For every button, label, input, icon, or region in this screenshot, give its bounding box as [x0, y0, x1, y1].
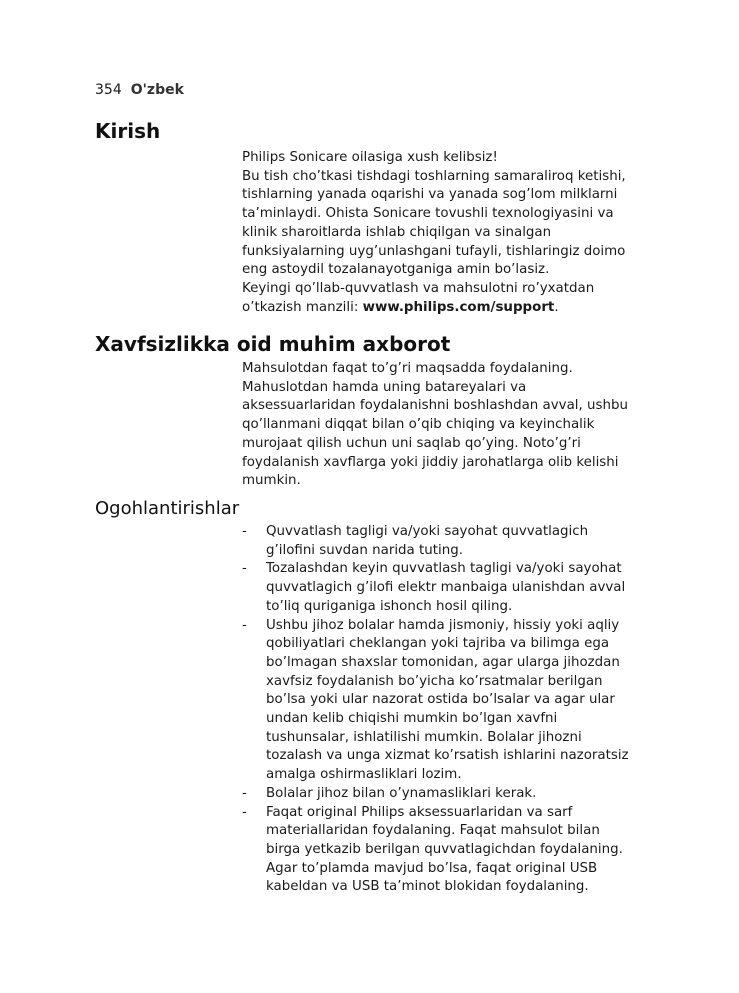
warning-line: bo’lsa yoki ular nazorat ostida bo’lsalar va agar ular: [266, 692, 615, 708]
warning-line: Agar to’plamda mavjud bo’lsa, faqat original USB: [266, 860, 598, 876]
section-title-warnings: Ogohlantirishlar: [95, 498, 240, 519]
warning-line: materiallaridan foydalaning. Faqat mahsulot bilan: [266, 823, 600, 839]
warnings-list: [242, 523, 647, 897]
intro-line: ta’minlaydi. Ohista Sonicare tovushli texnologiyasini va: [242, 206, 614, 222]
page-number: 354: [95, 82, 122, 98]
dash-bullet-icon: -: [242, 524, 247, 539]
safety-paragraph: [242, 360, 647, 491]
support-url-link[interactable]: www.philips.com/support: [362, 299, 555, 315]
intro-line: tishlarning yanada oqarishi va yanada sog’lom milklarni: [242, 187, 618, 203]
safety-line: Mahuslotdan hamda uning batareyalari va: [242, 379, 527, 395]
safety-line: aksessuarlaridan foydalanishni boshlashdan avval, ushbu: [242, 398, 628, 414]
dash-bullet-icon: -: [242, 785, 247, 801]
warning-line: to’liq quriganiga ishonch hosil qiling.: [266, 598, 513, 614]
warning-item: [242, 523, 647, 560]
dash-bullet-icon: -: [242, 561, 247, 577]
warning-line: xavfsiz foydalanish bo’yicha ko’rsatmalar berilgan: [266, 673, 603, 689]
warning-line: undan kelib chiqishi mumkin bo’lgan xavfni: [266, 711, 558, 727]
intro-paragraph: [242, 149, 647, 317]
support-suffix: .: [554, 299, 559, 315]
warning-item: [242, 804, 647, 898]
dash-bullet-icon: -: [242, 804, 247, 820]
intro-line: Philips Sonicare oilasiga xush kelibsiz!: [242, 150, 498, 165]
warning-item: [242, 560, 647, 616]
intro-support-line: [242, 299, 647, 318]
warning-line: bo’lmagan shaxslar tomonidan, agar ularga jihozdan: [266, 654, 620, 670]
safety-line: murojaat qilish uchun uni saqlab qo’ying. Noto’g’ri: [242, 435, 581, 451]
warning-line: qobiliyatlari cheklangan yoki tajriba va bilimga ega: [266, 636, 610, 652]
page-header: [95, 82, 184, 102]
intro-line: Keyingi qo’llab-quvvatlash va mahsulotni ro’yxatdan: [242, 280, 595, 296]
warning-line: Bolalar jihoz bilan o’ynamasliklari kerak.: [266, 785, 537, 801]
dash-bullet-icon: -: [242, 617, 247, 633]
section-title-intro: Kirish: [95, 119, 161, 143]
warning-line: Tozalashdan keyin quvvatlash tagligi va/yoki sayohat: [266, 561, 622, 577]
warning-line: Ushbu jihoz bolalar hamda jismoniy, hissiy yoki aqliy: [266, 617, 620, 633]
warning-line: quvvatlagich g’ilofi elektr manbaiga ulanishdan avval: [266, 580, 626, 596]
warning-line: tozalash va unga xizmat ko’rsatish ishlarini nazoratsiz: [266, 748, 629, 764]
warning-line: birga yetkazib berilgan quvvatlagichdan foydalaning.: [266, 841, 623, 857]
safety-line: qo’llanmani diqqat bilan o’qib chiqing va keyinchalik: [242, 417, 595, 433]
intro-line: eng astoydil tozalanayotganiga amin bo’lasiz.: [242, 262, 550, 278]
warning-line: amalga oshirmasliklari lozim.: [266, 767, 462, 783]
intro-line: funksiyalarning uyg’unlashgani tufayli, tishlaringiz doimo: [242, 243, 626, 259]
warning-line: Quvvatlash tagligi va/yoki sayohat quvvatlagich: [266, 524, 589, 539]
language-label: O'zbek: [130, 82, 184, 98]
warning-item: [242, 785, 647, 804]
section-title-safety: Xavfsizlikka oid muhim axborot: [95, 332, 451, 356]
intro-line: klinik sharoitlarda ishlab chiqilgan va sinalgan: [242, 224, 552, 240]
warning-line: tushunsalar, ishlatilishi mumkin. Bolalar jihozni: [266, 729, 582, 745]
warning-line: Faqat original Philips aksessuarlaridan va sarf: [266, 804, 573, 820]
intro-line: Bu tish cho’tkasi tishdagi toshlarning samaraliroq ketishi,: [242, 168, 626, 184]
warning-item: [242, 617, 647, 785]
warning-line: kabeldan va USB ta’minot blokidan foydalaning.: [266, 879, 589, 895]
support-prefix: o’tkazish manzili:: [242, 299, 363, 315]
safety-line: foydalanish xavflarga yoki jiddiy jarohatlarga olib kelishi: [242, 454, 619, 470]
safety-line: Mahsulotdan faqat to’g’ri maqsadda foydalaning.: [242, 361, 573, 376]
warning-line: g’ilofini suvdan narida tuting.: [266, 542, 463, 558]
safety-line: mumkin.: [242, 473, 301, 489]
